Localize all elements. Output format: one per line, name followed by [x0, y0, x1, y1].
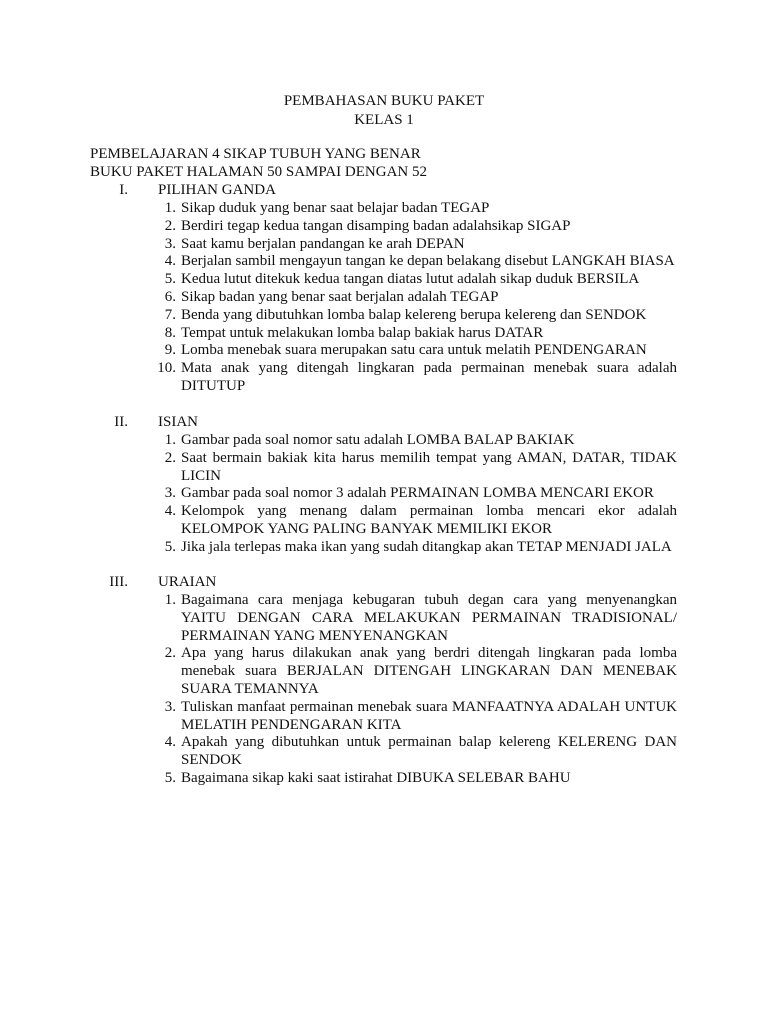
item-text: Berjalan sambil mengayun tangan ke depan belakang disebut LANGKAH BIASA: [181, 253, 675, 270]
item-text: Lomba menebak suara merupakan satu cara untuk melatih PENDENGARAN: [181, 342, 647, 359]
item-number: 1.: [164, 200, 176, 216]
answer-list: [90, 200, 677, 396]
title-line-1: PEMBAHASAN BUKU PAKET: [283, 93, 485, 109]
item-number: 3.: [164, 235, 176, 252]
item-number: 5.: [164, 538, 176, 555]
section-title: ISIAN: [158, 414, 198, 430]
list-item: [90, 539, 677, 557]
list-item: [90, 485, 677, 503]
item-number: 4.: [164, 503, 176, 520]
pages-line: BUKU PAKET HALAMAN 50 SAMPAI DENGAN 52: [90, 164, 427, 180]
item-text: Gambar pada soal nomor satu adalah LOMBA BALAP BAKIAK: [181, 432, 575, 448]
item-text: Saat bermain bakiak kita harus memilih tempat yang AMAN, DATAR, TIDAK LICIN: [181, 449, 677, 484]
item-number: 3.: [164, 485, 176, 502]
section-heading: [90, 414, 677, 432]
item-number: 1.: [164, 432, 176, 448]
item-number: 5.: [164, 769, 176, 786]
list-item: [90, 645, 677, 698]
section-title: URAIAN: [158, 574, 217, 590]
item-number: 1.: [164, 592, 176, 608]
item-number: 9.: [164, 342, 176, 359]
item-text: Saat kamu berjalan pandangan ke arah DEPAN: [181, 235, 465, 252]
answer-list: [90, 592, 677, 788]
item-text: Kelompok yang menang dalam permainan lomba mencari ekor adalah KELOMPOK YANG PALING BANYAK MEMILIKI EKOR: [181, 503, 677, 537]
section-numeral: I.: [119, 182, 128, 198]
item-text: Kedua lutut ditekuk kedua tangan diatas lutut adalah sikap duduk BERSILA: [181, 271, 640, 288]
answer-list: [90, 432, 677, 557]
list-item: [90, 450, 677, 486]
item-number: 5.: [164, 271, 176, 288]
section-numeral: III.: [109, 574, 128, 590]
list-item: [90, 360, 677, 396]
item-text: Apakah yang dibutuhkan untuk permainan balap kelereng KELERENG DAN SENDOK: [181, 734, 677, 769]
section-numeral: II.: [114, 414, 128, 430]
item-number: 4.: [164, 734, 176, 751]
item-text: Jika jala terlepas maka ikan yang sudah ditangkap akan TETAP MENJADI JALA: [181, 538, 672, 555]
item-text: Apa yang harus dilakukan anak yang berdri ditengah lingkaran pada lomba menebak suara BERJALAN DITENGAH LINGKARAN DAN MENEBAK SUARA TEMANNYA: [181, 645, 677, 697]
list-item: [90, 253, 677, 271]
item-number: 7.: [164, 306, 176, 323]
list-item: [90, 236, 677, 254]
item-text: Bagaimana sikap kaki saat istirahat DIBUKA SELEBAR BAHU: [181, 769, 571, 786]
item-text: Sikap duduk yang benar saat belajar badan TEGAP: [181, 200, 490, 216]
section-title: PILIHAN GANDA: [158, 182, 276, 198]
document-title: [0, 93, 768, 131]
list-item: [90, 325, 677, 343]
list-item: [90, 342, 677, 360]
list-item: [90, 503, 677, 539]
list-item: [90, 770, 677, 788]
list-item: [90, 200, 677, 218]
item-number: 4.: [164, 253, 176, 270]
item-number: 2.: [164, 645, 176, 662]
item-number: 2.: [164, 217, 176, 234]
item-text: Benda yang dibutuhkan lomba balap kelereng berupa kelereng dan SENDOK: [181, 306, 647, 323]
item-number: 6.: [164, 288, 176, 305]
subject-line: PEMBELAJARAN 4 SIKAP TUBUH YANG BENAR: [90, 146, 421, 162]
section-isian: [90, 414, 677, 557]
list-item: [90, 271, 677, 289]
item-number: 10.: [157, 360, 176, 377]
list-item: [90, 432, 677, 450]
section-heading: [90, 574, 677, 592]
item-text: Sikap badan yang benar saat berjalan adalah TEGAP: [181, 288, 499, 305]
list-item: [90, 734, 677, 770]
item-text: Gambar pada soal nomor 3 adalah PERMAINAN LOMBA MENCARI EKOR: [181, 485, 654, 502]
section-uraian: [90, 574, 677, 788]
list-item: [90, 307, 677, 325]
item-text: Bagaimana cara menjaga kebugaran tubuh degan cara yang menyenangkan YAITU DENGAN CARA MELAKUKAN PERMAINAN TRADISIONAL/ PERMAINAN YANG MENYENANGKAN: [181, 592, 677, 644]
document-heading: [90, 146, 690, 182]
section-pilihan-ganda: [90, 182, 677, 396]
item-number: 2.: [164, 449, 176, 466]
item-text: Mata anak yang ditengah lingkaran pada permainan menebak suara adalah DITUTUP: [181, 360, 677, 394]
list-item: [90, 592, 677, 645]
item-number: 8.: [164, 324, 176, 341]
item-text: Tempat untuk melakukan lomba balap bakiak harus DATAR: [181, 324, 544, 341]
section-heading: [90, 182, 677, 200]
list-item: [90, 289, 677, 307]
item-number: 3.: [164, 698, 176, 715]
item-text: Tuliskan manfaat permainan menebak suara MANFAATNYA ADALAH UNTUK MELATIH PENDENGARAN KITA: [181, 698, 677, 733]
title-line-2: KELAS 1: [354, 112, 414, 128]
list-item: [90, 699, 677, 735]
item-text: Berdiri tegap kedua tangan disamping badan adalahsikap SIGAP: [181, 217, 571, 234]
list-item: [90, 218, 677, 236]
